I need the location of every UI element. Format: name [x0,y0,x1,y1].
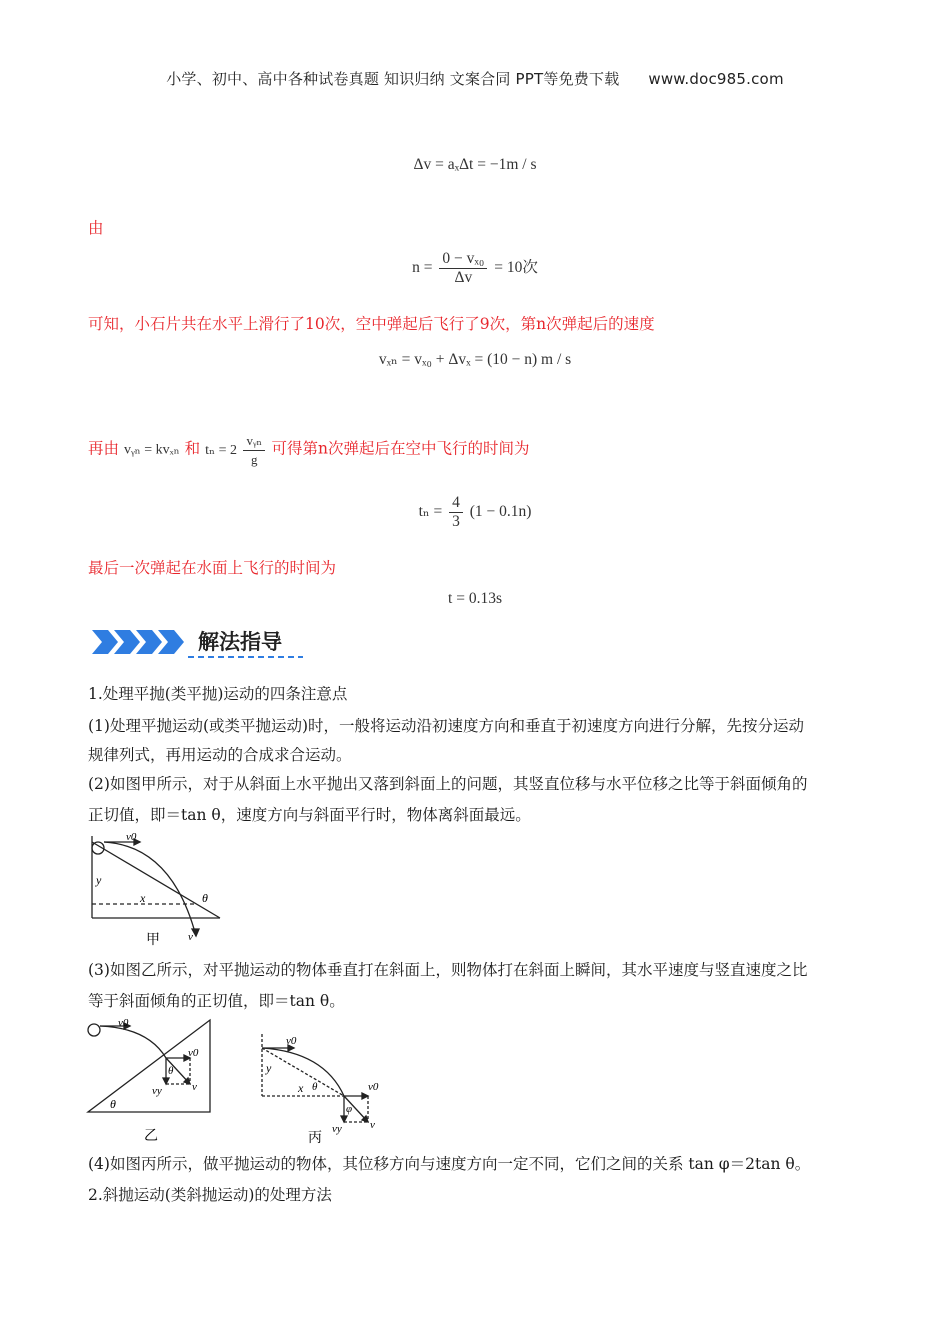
bing-theta-label: θ [312,1081,318,1093]
figure-jia [84,828,234,950]
p2-suffix: 可得第n次弹起后在空中飞行的时间为 [271,439,530,458]
text-you: 由 [88,219,104,237]
guide-item-1: (1)处理平抛运动(或类平抛运动)时，一般将运动沿初速度方向和垂直于初速度方向进行分解，先按分运动 [88,717,805,735]
guide-heading-1: 1.处理平抛(类平抛)运动的四条注意点 [88,685,348,703]
header-url[interactable]: www.doc985.com [648,70,784,88]
eq2-fraction [439,250,487,287]
eq4-numerator: 4 [449,494,463,513]
guide-heading-2: 2.斜抛运动(类斜抛运动)的处理方法 [88,1186,332,1204]
bing-v0-label: v0 [286,1035,297,1047]
equation-t-text: t = 0.13s [448,590,502,607]
guide-item-1-cont: 规律列式，再用运动的合成求合运动。 [88,746,352,764]
yi-theta-inner-label: θ [168,1065,174,1077]
equation-delta-v-text: Δv = aₓΔt = −1m / s [413,156,537,173]
bing-v0-right-label: v0 [368,1081,379,1093]
equation-tn [0,494,950,531]
jia-caption: 甲 [146,933,160,948]
bing-x-label: x [298,1081,304,1095]
guide-item-2-cont: 正切值，即＝tan θ，速度方向与斜面平行时，物体离斜面最远。 [88,806,531,824]
guide-item-3: (3)如图乙所示，对平抛运动的物体垂直打在斜面上，则物体打在斜面上瞬间，其水平速度与竖直速度之比 [88,961,808,979]
bing-y-label: y [266,1061,272,1075]
eq2-lhs: n = [412,259,433,277]
p2-f2-fraction [243,432,265,469]
guide-item-2: (2)如图甲所示，对于从斜面上水平抛出又落到斜面上的问题，其竖直位移与水平位移之比等于斜面倾角的 [88,775,808,793]
figure-bing [258,1030,394,1146]
equation-vxn [0,350,950,369]
jia-y-label: y [96,873,102,887]
jia-x-label: x [140,891,146,905]
jia-v0-label: v0 [126,831,137,843]
eq4-lhs: tₙ = [418,503,443,521]
equation-t [0,590,950,608]
eq4-denominator: 3 [452,513,460,530]
yi-v-label: v [192,1081,197,1093]
yi-v0-label: v0 [118,1017,129,1029]
figure-yi [84,1016,220,1146]
guide-item-3-cont: 等于斜面倾角的正切值，即＝tan θ。 [88,992,345,1010]
yi-vy-label: vy [152,1085,162,1097]
eq4-fraction [449,494,463,531]
page-header [0,68,950,89]
section-title: 解法指导 [198,630,282,654]
paragraph-conclusion-1: 可知，小石片共在水平上滑行了10次，空中弹起后飞行了9次，第n次弹起后的速度 [88,315,655,333]
p2-formula-1: vᵧₙ = kvₓₙ [123,442,180,458]
jia-theta-label: θ [202,891,208,905]
p2-formula-2 [205,433,271,467]
equation-vxn-text: vₓₙ = vₓ₀ + Δvₓ = (10 − n) m / s [378,351,572,368]
paragraph-conclusion-2 [88,432,530,469]
bing-v-label: v [370,1119,375,1131]
equation-n [0,250,950,287]
bing-caption: 丙 [308,1131,322,1146]
eq4-rhs: (1 − 0.1n) [469,503,532,521]
p2-f2-denominator: g [251,452,258,467]
section-banner [88,624,308,660]
jia-v-label: v [188,931,193,943]
eq2-numerator: 0 − vₓ₀ [439,250,487,269]
header-text: 小学、初中、高中各种试卷真题 知识归纳 文案合同 PPT等免费下载 [166,70,620,88]
eq2-denominator: Δv [454,269,473,286]
equation-delta-v [0,156,950,174]
p2-prefix: 再由 [88,439,120,458]
guide-item-4: (4)如图丙所示，做平抛运动的物体，其位移方向与速度方向一定不同，它们之间的关系 tan φ＝2tan θ。 [88,1155,811,1173]
yi-caption: 乙 [144,1129,158,1144]
bing-phi-label: φ [346,1103,353,1115]
eq2-rhs: = 10次 [494,259,538,277]
bing-vy-label: vy [332,1123,342,1135]
p2-and: 和 [184,439,201,458]
p2-f2-lhs: tₙ = 2 [205,442,237,458]
paragraph-conclusion-3: 最后一次弹起在水面上飞行的时间为 [88,559,337,577]
p2-f2-numerator: vᵧₙ [243,432,265,451]
yi-theta-label: θ [110,1097,116,1111]
yi-v0-right-label: v0 [188,1047,199,1059]
